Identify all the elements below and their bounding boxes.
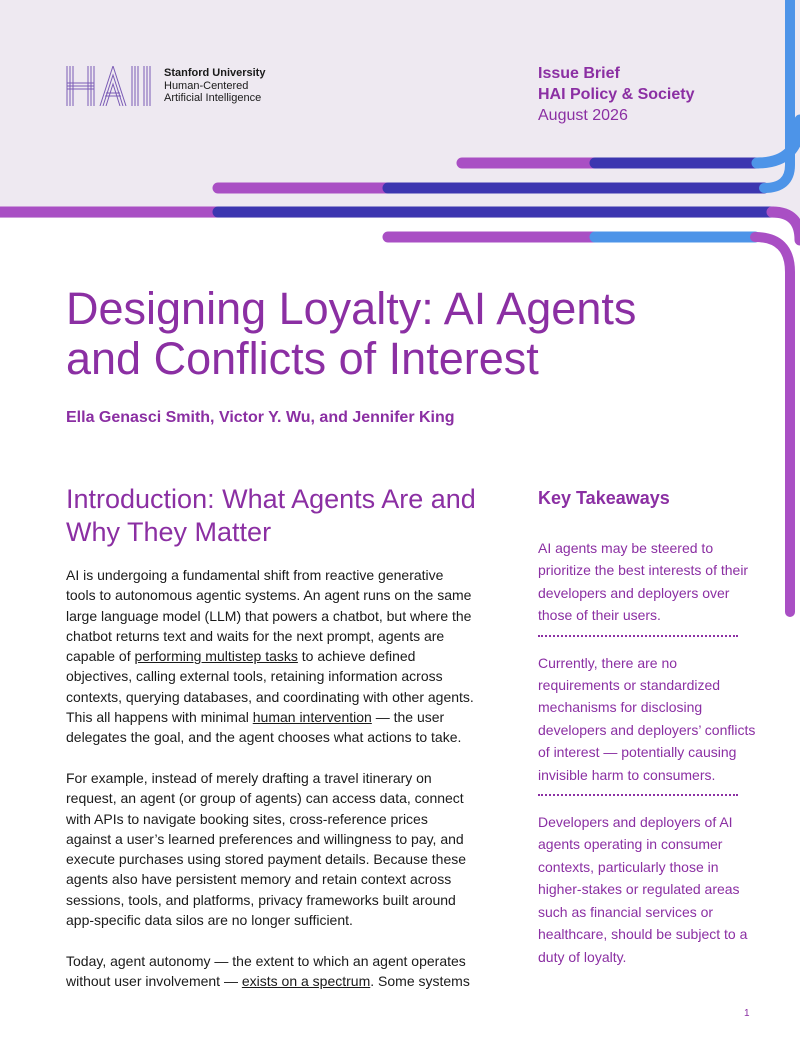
text-span: Today, agent autonomy — the extent to which an agent operates without user involvement — xyxy=(66,952,466,989)
intro-paragraph-1 xyxy=(66,565,476,748)
issue-series: HAI Policy & Society xyxy=(538,86,695,103)
text-span: AI is undergoing a fundamental shift from reactive generative tools to autonomous agentic systems. An agent runs on the same large language model (LLM) that powers a chatbot, but where the chatbot returns text and waits for the next prompt, agents are capable of xyxy=(66,567,472,665)
takeaway-item: Currently, there are no requirements or standardized mechanisms for disclosing developers and deployers’ conflicts of interest — potentially causing invisible harm to consumers. xyxy=(538,654,756,783)
logo-university: Stanford University xyxy=(164,67,266,80)
text-span: to achieve defined objectives, calling external tools, retaining information across contexts, querying databases, and coordinating with other agents. This all happens with minimal xyxy=(66,648,474,726)
takeaway-item: AI agents may be steered to prioritize the best interests of their developers and deployers over those of their users. xyxy=(538,540,749,624)
text-span: — the user delegates the goal, and the agent chooses what actions to take. xyxy=(66,709,462,746)
authors: Ella Genasci Smith, Victor Y. Wu, and Jennifer King xyxy=(66,409,455,426)
dotted-divider xyxy=(538,635,738,637)
intro-heading: Introduction: What Agents Are and Why They Matter xyxy=(66,484,476,547)
link-exists-on-spectrum[interactable]: exists on a spectrum xyxy=(241,972,371,989)
dotted-divider xyxy=(538,794,738,796)
issue-date: August 2026 xyxy=(538,107,628,124)
intro-body xyxy=(66,565,476,1012)
hai-logo-mark xyxy=(66,66,156,106)
key-takeaways-panel xyxy=(538,488,760,968)
text-span: . Some systems xyxy=(370,972,470,989)
link-multistep-tasks[interactable]: performing multistep tasks xyxy=(134,648,298,665)
link-human-intervention[interactable]: human intervention xyxy=(252,709,372,726)
stanford-hai-logo xyxy=(66,66,265,106)
issue-type: Issue Brief xyxy=(538,65,620,82)
key-takeaways-heading: Key Takeaways xyxy=(538,488,670,508)
intro-paragraph-3 xyxy=(66,951,476,992)
intro-paragraph-2: For example, instead of merely drafting a travel itinerary on request, an agent (or group of agents) can access data, connect with APIs to navigate booking sites, cross-reference prices against a user’s learned preferences and willingness to pay, and execute purchases using stored payment details. Because these agents also have persistent memory and retain context across sessions, tools, and platforms, privacy frameworks built around app-specific data silos are no longer sufficient. xyxy=(66,769,467,929)
document-title: Designing Loyalty: AI Agents and Conflicts of Interest xyxy=(66,283,637,384)
logo-line-3: Artificial Intelligence xyxy=(164,92,262,105)
page-number: 1 xyxy=(744,1008,750,1019)
logo-line-2: Human-Centered xyxy=(164,79,249,92)
takeaway-item: Developers and deployers of AI agents operating in consumer contexts, particularly those in higher-stakes or regulated areas such as financial services or healthcare, should be subject to a duty of loyalty. xyxy=(538,814,748,965)
issue-info xyxy=(538,63,695,126)
